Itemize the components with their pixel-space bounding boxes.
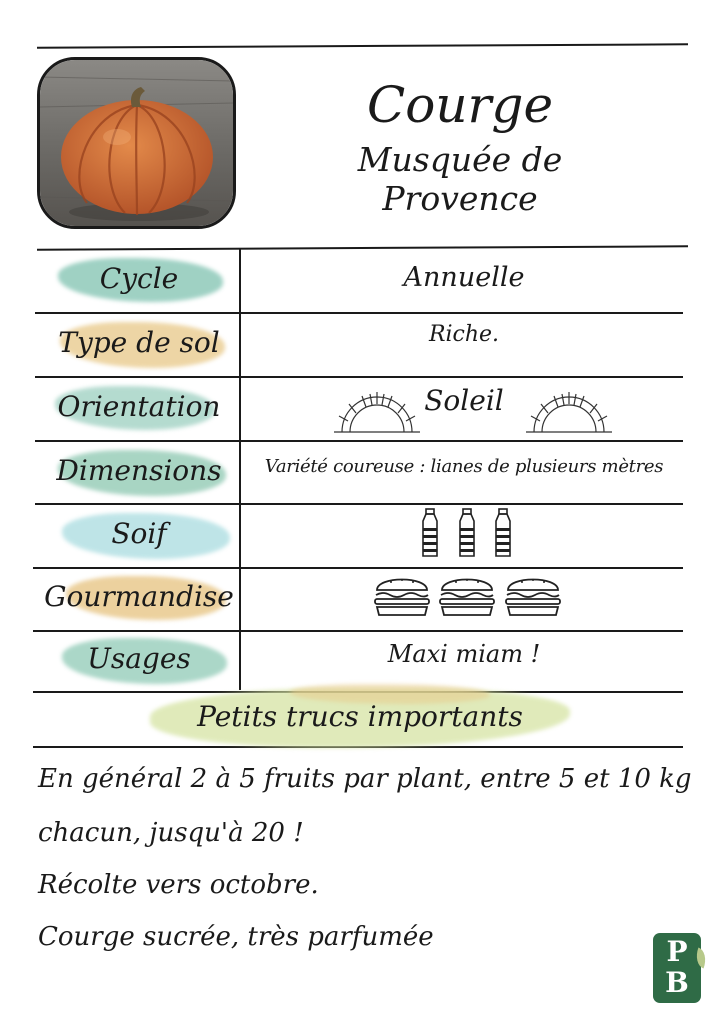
- table-rule: [35, 440, 683, 442]
- tip-line: En général 2 à 5 fruits par plant, entre 5 et 10 kg: [38, 764, 692, 794]
- row-value-dimensions: Variété coureuse : lianes de plusieurs mètres: [264, 456, 664, 477]
- page-subtitle: Musquée de Provence: [357, 140, 563, 218]
- sunrise-icon: [524, 388, 614, 438]
- top-rule: [37, 43, 688, 48]
- table-rule: [33, 630, 683, 632]
- table-rule: [35, 312, 683, 314]
- row-label-usages: Usages: [87, 642, 191, 675]
- row-label-thirst: Soif: [111, 517, 167, 550]
- table-rule: [37, 245, 688, 250]
- row-value-usages: Maxi miam !: [387, 640, 541, 668]
- burger-icon: [438, 572, 496, 618]
- water-bottle-icon: [492, 508, 514, 558]
- water-bottle-icon: [419, 508, 441, 558]
- tip-line: Courge sucrée, très parfumée: [38, 922, 434, 952]
- row-label-soil: Type de sol: [58, 326, 220, 359]
- water-bottle-icon: [456, 508, 478, 558]
- tip-line: Récolte vers octobre.: [38, 870, 319, 900]
- page-title: Courge: [366, 76, 554, 134]
- logo-letter-b: B: [665, 966, 689, 999]
- table-rule: [35, 376, 683, 378]
- brand-logo: [653, 933, 701, 1003]
- row-label-dimensions: Dimensions: [56, 454, 222, 487]
- pumpkin-photo: [37, 57, 236, 229]
- row-value-soil: Riche.: [428, 322, 500, 347]
- sunrise-icon: [332, 388, 422, 438]
- row-label-gourmandise: Gourmandise: [44, 580, 234, 613]
- tip-line: chacun, jusqu'à 20 !: [38, 818, 304, 848]
- logo-letter-p: P: [666, 935, 688, 968]
- table-rule: [33, 567, 683, 569]
- pumpkin-photo-icon: [37, 57, 236, 229]
- row-value-orientation: Soleil: [424, 384, 504, 417]
- table-rule: [35, 503, 683, 505]
- burger-icon: [373, 572, 431, 618]
- row-label-cycle: Cycle: [99, 262, 179, 295]
- row-label-orientation: Orientation: [57, 390, 221, 423]
- table-divider: [239, 249, 241, 690]
- tips-title: Petits trucs importants: [197, 700, 523, 733]
- row-value-cycle: Annuelle: [403, 262, 525, 293]
- burger-icon: [504, 572, 562, 618]
